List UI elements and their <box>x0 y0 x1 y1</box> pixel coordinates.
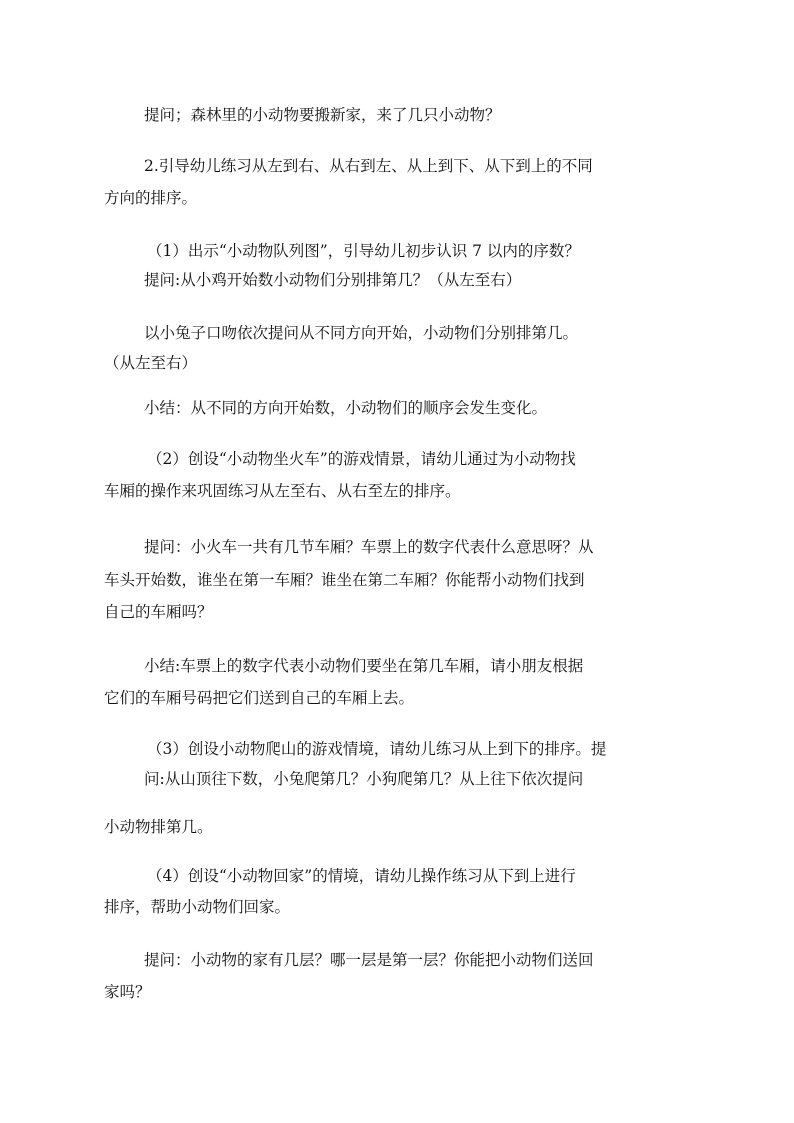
text-line: 车厢的操作来巩固练习从左至右、从右至左的排序。 <box>104 482 461 500</box>
text-line: 提问；森林里的小动物要搬新家，来了几只小动物？ <box>144 106 501 124</box>
text-line: （3）创设小动物爬山的游戏情境，请幼儿练习从上到下的排序。提 <box>147 740 607 758</box>
text-line: 自己的车厢吗？ <box>104 603 213 621</box>
text-line: 小结：从不同的方向开始数，小动物们的顺序会发生变化。 <box>144 399 548 417</box>
text-line: 它们的车厢号码把它们送到自己的车厢上去。 <box>104 689 415 707</box>
text-line: 问:从山顶往下数，小兔爬第几？小狗爬第几？从上往下依次提问 <box>144 770 584 788</box>
text-line: 小结:车票上的数字代表小动物们要坐在第几车厢，请小朋友根据 <box>144 657 584 675</box>
text-line: 提问：小动物的家有几层？哪一层是第一层？你能把小动物们送回 <box>144 951 594 969</box>
text-line: 2.引导幼儿练习从左到右、从右到左、从上到下、从下到上的不同 <box>144 157 593 175</box>
text-line: 方向的排序。 <box>104 189 198 207</box>
text-line: 提问：小火车一共有几节车厢？车票上的数字代表什么意思呀？从 <box>144 538 594 556</box>
text-line: 家吗？ <box>104 983 151 1001</box>
text-line: 提问:从小鸡开始数小动物们分别排第几？（从左至右） <box>144 271 522 289</box>
text-line: （1）出示“小动物队列图”，引导幼儿初步认识 7 以内的序数？ <box>147 242 580 260</box>
text-line: 车头开始数，谁坐在第一车厢？谁坐在第二车厢？你能帮小动物们找到 <box>104 571 585 589</box>
text-line: （2）创设“小动物坐火车”的游戏情景，请幼儿通过为小动物找 <box>147 450 576 468</box>
text-line: （4）创设“小动物回家”的情境，请幼儿操作练习从下到上进行 <box>147 867 576 885</box>
text-line: 以小兔子口吻依次提问从不同方向开始，小动物们分别排第几。 <box>144 324 579 342</box>
text-line: （从左至右） <box>104 354 198 372</box>
text-line: 小动物排第几。 <box>104 818 213 836</box>
text-line: 排序，帮助小动物们回家。 <box>104 898 291 916</box>
